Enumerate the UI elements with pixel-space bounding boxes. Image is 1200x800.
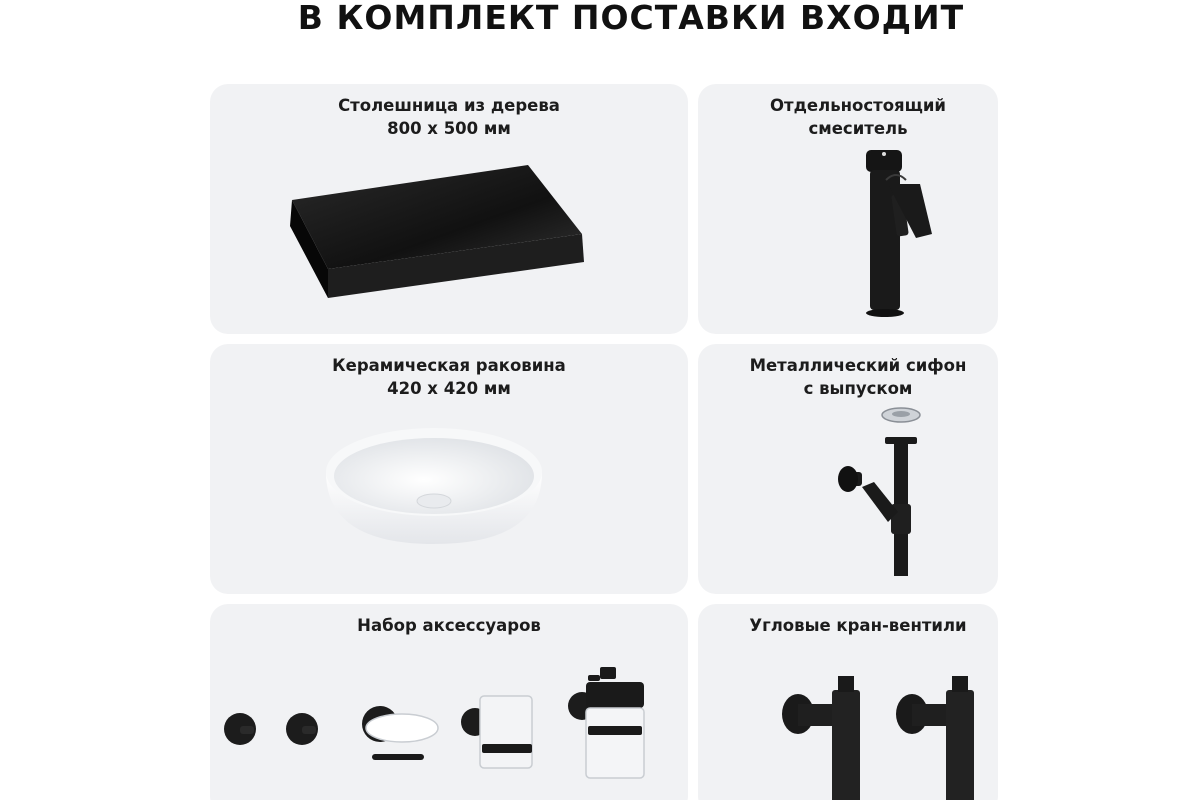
card-faucet <box>698 84 998 334</box>
card-title-line1: Угловые кран-вентили <box>749 616 967 635</box>
card-sink <box>210 344 688 594</box>
accessories-set-icon <box>210 604 688 800</box>
card-title-line2: 800 х 500 мм <box>387 119 511 138</box>
card-angle-valves <box>698 604 998 800</box>
siphon-icon <box>698 344 998 594</box>
card-accessories <box>210 604 688 800</box>
card-title-line1: Металлический сифон <box>749 356 967 375</box>
page-heading: В КОМПЛЕКТ ПОСТАВКИ ВХОДИТ <box>297 0 965 37</box>
angle-valves-icon <box>698 604 998 800</box>
card-title-line1: Столешница из дерева <box>338 96 560 115</box>
card-title-line1: Керамическая раковина <box>332 356 566 375</box>
wooden-countertop-icon <box>210 84 688 334</box>
card-countertop <box>210 84 688 334</box>
card-title-line2: смеситель <box>808 119 908 138</box>
faucet-icon <box>698 84 998 334</box>
card-title-line1: Отдельностоящий <box>770 96 946 115</box>
ceramic-sink-icon <box>210 344 688 594</box>
card-siphon <box>698 344 998 594</box>
card-title-line1: Набор аксессуаров <box>357 616 541 635</box>
card-title-line2: 420 х 420 мм <box>387 379 511 398</box>
card-title-line2: с выпуском <box>803 379 913 398</box>
